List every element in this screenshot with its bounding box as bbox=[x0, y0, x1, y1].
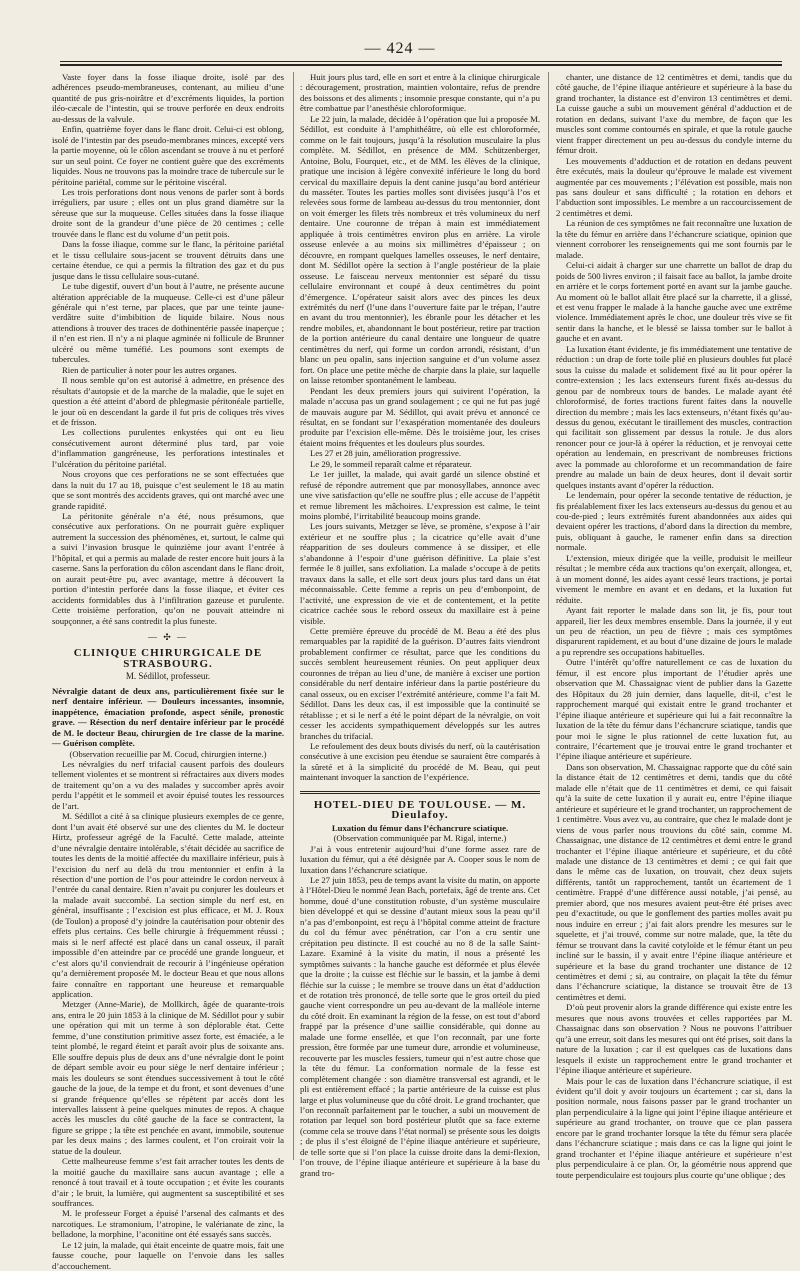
column-2-paragraphs-2 bbox=[300, 844, 540, 1179]
column-3 bbox=[556, 72, 792, 1180]
paragraph: Pendant les deux premiers jours qui suivirent l’opération, la malade n’accusa pas un grand soulagement ; ce qui ne fut pas jugé de mauvais augure par M. Sédillot, qui avait prévu et annoncé ce résultat, en se fondant sur l’exaspération momentanée des douleurs produite par l’excision elle-même. Dès le troisième jour, les crises étaient moins fréquentes et les douleurs plus sourdes. bbox=[300, 385, 540, 448]
paragraph: M. le professeur Forget a épuisé l’arsenal des calmants et des narcotiques. Le stramonium, l’atropine, le valérianate de zinc, la belladone, la morphine, l’aconitine ont été essayés sans succès. bbox=[52, 1208, 284, 1240]
section-title-toulouse: HOTEL-DIEU DE TOULOUSE. — M. Dieulafoy. bbox=[313, 798, 527, 822]
paragraph: Rien de particulier à noter pour les autres organes. bbox=[62, 364, 237, 375]
paragraph: Le 12 juin, la malade, qui était enceinte de quatre mois, fait une fausse couche, pour laquelle on l’envoie dans les salles d’accouchement. bbox=[52, 1239, 284, 1271]
paragraph: Le lendemain, pour opérer la seconde tentative de réduction, je fis préalablement fixer les lacs extenseurs au-dessus du genou et au cou-de-pied ; leurs extrémités furent abandonnées aux aides qui devaient opérer les tractions, d’abord dans la direction du membre, puis, obliquant à gauche, le ramener enfin dans sa direction normale. bbox=[556, 490, 792, 553]
paragraph: Les névralgies du nerf trifacial causent parfois des douleurs tellement violentes et se montrent si réfractaires aux divers modes de traitement qu’on a vu des malades y succomber après avoir perdu l’appétit et le sommeil et avoir épuisé toutes les ressources de l’art. bbox=[52, 759, 284, 811]
paragraph: Les jours suivants, Metzger se lève, se promène, s’expose à l’air extérieur et ne souffre plus ; la cicatrice qu’elle avait d’une réapparition de ses douleurs commence à se dissiper, et elle s’abandonne à l’espoir d’une guérison définitive. La plaie s’est fermée le 8 juillet, sans exfoliation. La malade s’occupe à de petits travaux dans la salle, et elle sort deux jours plus tard dans un état méconnaissable. Cette femme a repris un peu d’embonpoint, de l’activité, une expression de vie et de contentement, et la petite cicatrice cachée sous le rebord osseux du maxillaire est à peine visible. bbox=[300, 521, 540, 626]
paragraph: D’où peut provenir alors la grande différence qui existe entre les mesures que nous avons trouvées et celles rapportées par M. Chassaignac dans son observation ? Nous ne pouvons l’attribuer qu’à une erreur, soit dans les mesures qui ont été prises, soit dans la nature de la luxation ; car il est quelques cas de luxations dans lesquels il existe un rapprochement entre le grand trochanter et l’épine iliaque antérieure et supérieure. bbox=[556, 1002, 792, 1076]
section-author: M. Sédillot, professeur. bbox=[125, 671, 211, 682]
paragraph: Dans la fosse iliaque, comme sur le flanc, la péritoine pariétal et le tissu cellulaire sous-jacent se trouvent détruits dans une certaine étendue, ce qui a permis la filtration des gaz et du pus jusque dans le tissu cellulaire sous-cutané. bbox=[52, 239, 284, 281]
paragraph: Huit jours plus tard, elle en sort et entre à la clinique chirurgicale : découragement, prostration, maintien volontaire, refus de prendre des boissons et des aliments ; insomnie presque constante, qui n’a pu être combattue par l’anesthésie chloroformique. bbox=[300, 72, 540, 114]
paragraph: Le 29, le sommeil reparaît calme et réparateur. bbox=[310, 458, 472, 469]
paragraph: Dans son observation, M. Chassaignac rapporte que du côté sain la distance était de 12 centimètres et demi, tandis que du côté malade elle n’était que de 11 centimètres et demi, ce qui faisait qu’à la suite de cette luxation il y aurait eu, entre l’épine iliaque antérieure et supérieure et le grand trochanter, un rapprochement de 1 centimètre. Vous avez vu, au contraire, que chez le malade dont je viens de vous parler nous trouvions du côté sain, comme M. Chassaignac, une distance de 12 centimètres et demi entre le grand trochanter et l’épine iliaque antérieure et supérieure, et du côté malade une distance de 13 centimètres et demi ; ce qui fait que dans le même cas de luxation, on trouvait, chez deux sujets différents, tantôt un rapprochement, tantôt un écartement de 1 centimètre. Frappé d’une différence aussi notable, j’ai pensé, au premier abord, que nos mesures avaient peut-être été prises avec peu d’exactitude, ou que le gonflement des parties molles avait pu nous induire en erreur ; j’ai fait alors prendre les mesures sur le squelette, et j’ai trouvé, comme sur notre malade, que, la tête du fémur se trouvant dans la cavité cotyloïde et le fémur étant un peu incliné sur le bassin, il y avait entre l’épine iliaque antérieure et supérieure et la base du grand trochanter une distance de 12 centimètres et demi ; si, au contraire, on plaçait la tête du fémur dans l’échancrure sciatique, la distance se trouvait être de 13 centimètres et demi. bbox=[556, 761, 792, 1002]
section-ornament: — ✣ — bbox=[147, 632, 189, 643]
paragraph: Cette première épreuve du procédé de M. Beau a été des plus remarquables par la rapidité de la guérison. D’autres faits viendront probablement confirmer ce résultat, parce que les conditions du succès semblent heureusement réunies. On peut appliquer deux couronnes de trépan au lieu d’une, de manière à exciser une portion considérable du nerf dentaire inférieur dans la partie postérieure du canal osseux, ou en exciser l’extrémité antérieure, comme l’a fait M. Sédillot. Dans les deux cas, il est impossible que la continuité se rétablisse ; et si le nerf a été le point départ de la névralgie, on voit cesser les accidents sympathiquement développés sur les autres branches du trifacial. bbox=[300, 626, 540, 741]
paragraph: Enfin, quatrième foyer dans le flanc droit. Celui-ci est oblong, isolé de l’intestin par des pseudo-membranes minces, excepté vers la partie moyenne, où le côlon ascendant se trouve à nu et perforé sur un seul point. Ce foyer ne contient guère que des excréments liquides. Nous ne trouvons pas la moindre trace de tubercule sur le péritoine pariétal, comme sur le péritoine viscéral. bbox=[52, 124, 284, 187]
paragraph: Mais pour le cas de luxation dans l’échancrure sciatique, il est évident qu’il doit y avoir toujours un écartement ; car si, dans la position normale, nous faisons passer par le grand trochanter un plan perpendiculaire à la ligne qui joint l’épine iliaque antérieure et supérieure au grand trochanter, on trouve que ce plan passera encore par le grand trochanter lorsque la tête du fémur sera placée dans l’échancrure sciatique ; mais dans ce cas la ligne qui joint le grand trochanter et l’épine iliaque antérieure et supérieure n’est plus perpendiculaire à ce plan. Or, la géométrie nous apprend que toute perpendiculaire est toujours plus courte qu’une oblique ; des bbox=[556, 1075, 792, 1180]
paragraph: Le refoulement des deux bouts divisés du nerf, où la cautérisation consécutive à une excision peu étendue se sauraient être comparés à la sûreté et à la simplicité du procédé de M. Beau, qui peut maintenant invoquer la sanction de l’expérience. bbox=[300, 741, 540, 783]
column-2 bbox=[300, 72, 540, 1178]
paragraph: M. Sédillot a cité à sa clinique plusieurs exemples de ce genre, dont l’un avait été observé sur une des clientes du M. le docteur Hirtz, professeur agrégé de la Faculté. Cette malade, atteinte d’une névralgie dentaire intolérable, s’était décidée au sacrifice de toutes les dents de la moitié affectée du maxillaire inférieur, puis à l’excision du nerf au delà du trou mentonnier et enfin à la résection d’une portion de l’os pour atteindre le cordon nerveux à l’entrée du canal dentaire. Rien n’avait pu conjurer les douleurs et la malade avait succombé. La section simple du nerf est, en général, insuffisante ; l’excision est plus efficace, et M. J. Roux (de Toulon) a proposé d’y joindre la cautérisation pour obtenir des effets plus certains. Ces belle chirurgie à fréquemment réussi ; mais si le nerf affecté est placé dans un canal osseux, il paraît impossible d’en atteindre par ce procédé une grande longueur, et c’est alors qu’il conviendrait de recourir à l’ingénieuse opération qu’a dernièrement proposée M. le docteur Beau et que nous allons faire connaître en rapportant une heureuse et remarquable application. bbox=[52, 811, 284, 999]
column-divider bbox=[548, 72, 549, 1160]
column-1-paragraphs-2 bbox=[52, 759, 284, 1271]
paragraph: Le 27 juin 1853, peu de temps avant la visite du matin, on apporte à l’Hôtel-Dieu le nommé Jean Bach, portefaix, âgé de trente ans. Cet homme, doué d’une constitution robuste, d’un système musculaire bien développé et qui se dessine d’autant mieux sous la peau qu’il n’a pas d’embonpoint, est reçu à l’hôpital comme atteint de fracture du col du fémur avec pénétration, car l’on a cru sentir une crépitation peu distincte. Il est couché au no 8 de la salle Saint-Lazare. Examiné à la visite du matin, il nous a présenté les symptômes suivants : la hanche gauche est déformée et plus élevée que la droite ; la cuisse est fléchie sur le bassin, et la jambe à demi fléchie sur la cuisse ; le membre se trouve dans un état d’adduction et de rotation très prononcé, de telle sorte que le gros orteil du pied gauche vient correspondre un peu au-devant de la malléole interne du côté droit. En examinant la région de la fesse, on est tout d’abord frappé par la présence d’une saillie considérable, qui donne au malade une forme ensellée, et que l’on reconnaît, par une forte pression, être formée par une tumeur dure, arrondie et volumineuse, recouverte par les muscles fessiers, tumeur qui n’est autre chose que la tête du fémur. La conformation normale de la fesse est complètement changée : son diamètre transversal est agrandi, et le pli est entièrement effacé ; la partie antérieure de la cuisse est plus large et plus volumineuse que du côté droit. Le grand trochanter, que l’on reconnaît parfaitement par le toucher, a subi un mouvement de rotation par lequel son bord postérieur plutôt que sa face externe (comme cela se trouve dans l’état normal) se présente sous les doigts ; de plus il s’est éloigné de l’épine iliaque antérieure et supérieure, de telle sorte que si l’on place la cuisse droite dans la demi-flexion, l’on trouve, de l’épine iliaque antérieure et supérieure à la base du grand tro- bbox=[300, 874, 540, 1178]
article-lead: Luxation du fémur dans l’échancrure sciatique. bbox=[331, 822, 509, 833]
paragraph: Ayant fait reporter le malade dans son lit, je fis, pour tout appareil, lier les deux membres ensemble. Dans la journée, il y eut un peu de réaction, un peu de fièvre ; mais ces symptômes disparurent rapidement, et au bout d’une dizaine de jours le malade a pu reprendre ses occupations habituelles. bbox=[556, 605, 792, 657]
section-title-strasbourg: CLINIQUE CHIRURGICALE DE STRASBOURG. bbox=[73, 647, 263, 670]
paragraph: La péritonite générale n’a été, nous présumons, que consécutive aux perforations. On ne pourrait guère expliquer autrement la succession des phénomènes, et, surtout, le calme qui a suivi l’invasion brusque le quinzième jour avant l’entrée à l’hôpital, et qui a permis au malade de rester encore huit jours à la caserne. Sans la perforation du côlon ascendant dans le flanc droit, on aurait peut-être pu, avec avantage, mettre à découvert la portion d’intestin perforée dans la fosse iliaque, et éviter ces accidents formidables dus à l’infiltration gazeuse et purulente. Cette troisième perforation, qu’on ne pouvait atteindre ni soupçonner, a été sans contredit la plus funeste. bbox=[52, 511, 284, 626]
paragraph: Metzger (Anne-Marie), de Mollkirch, âgée de quarante-trois ans, entra le 20 juin 1853 à la clinique de M. Sédillot pour y subir une opération qui mit un terme à son déplorable état. Cette femme, d’une constitution primitive assez forte, est émaciée, a le teint plombé, le regard éteint et paraît avoir plus de soixante ans. Elle souffre depuis plus de deux ans d’une névralgie dont le point de départ semble avoir eu pour siège le nerf dentaire inférieur ; mais les douleurs se sont étendues successivement à tout le côté gauche de la joue, de la tempe et du front, et sont devenues d’une si grande fréquence qu’elles se répètent par accès dont les intervalles laissent à peine quelques minutes de repos. A chaque accès les muscles du côté gauche de la face se contractent, la figure se grippe ; la tête est penchée en avant, immobile, soutenue par les deux mains ; des larmes coulent, et l’on croirait voir la statue de la douleur. bbox=[52, 999, 284, 1156]
paragraph: Celui-ci aidait à charger sur une charrette un ballot de drap du poids de 500 livres environ ; il faisait face au ballot, la jambe droite en arrière et le corps fortement porté en avant sur la jambe gauche. Au moment où le ballot allait être placé sur la charrette, il a glissé, et est venu frapper le malade à la hanche gauche avec une extrême violence. Immédiatement après le choc, une douleur très vive se fit sentir dans la hanche, et le blessé se laissa tomber sur le ballot à gauche et en avant. bbox=[556, 260, 792, 344]
header-rule bbox=[60, 61, 782, 62]
paragraph: Cette malheureuse femme s’est fait arracher toutes les dents de la moitié gauche du maxillaire sans aucun avantage ; elle a renoncé à tout travail et à toute occupation ; et évite les courants d’air ; le bruit, la lumière, qui augmentent sa susceptibilité et ses souffrances. bbox=[52, 1156, 284, 1209]
column-2-paragraphs bbox=[300, 72, 540, 783]
paragraph: Le tube digestif, ouvert d’un bout à l’autre, ne présente aucune altération appréciable de la muqueuse. Celle-ci est d’une pâleur générale qui n’est terne, par places, que par une teinte jaune-verdâtre suite d’imbibition de liquide bilaire. Nous nous attendions à trouver des traces de dothinentérie passée inaperçue ; il n’en est rien. Il n’y a ni plaque agminée ni follicule de Brunner ulcéré ou même tuméfié. Les poumons sont exempts de tubercules. bbox=[52, 281, 284, 365]
paragraph: chanter, une distance de 12 centimètres et demi, tandis que du côté gauche, de l’épine iliaque antérieure et supérieure à la base du grand trochanter, la distance est d’environ 13 centimètres et demi. La cuisse gauche a subi un mouvement général d’adduction et de rotation en dedans, suivant l’axe du membre, de façon que les muscles sont comme contournés en spirale, et que la rotule gauche vient frapper directement un peu au-dessus du condyle interne du fémur droit. bbox=[556, 72, 792, 156]
column-3-paragraphs bbox=[556, 72, 792, 1180]
paragraph: Il nous semble qu’on est autorisé à admettre, en présence des résultats d’autopsie et de la marche de la maladie, que le sujet en question a été atteint d’abord de phlegmasie péritonéale partielle, le jour où en descendant la garde il fut pris de coliques très vives et de frisson. bbox=[52, 375, 284, 427]
paragraph: Le 22 juin, la malade, décidée à l’opération que lui a proposée M. Sédillot, est conduite à l’amphithéâtre, où elle est chloroformée, comme on le fait toujours, jusqu’à la résolution musculaire la plus complète. M. Sédillot, en présence de MM. Schützenberger, Antoine, Bolu, Fourquet, etc., et de MM. les élèves de la clinique, pratique une incision à légère convexité inférieure le long du bord cervical du maxillaire depuis la dent canine jusqu’au bord antérieur du masséter. Toutes les parties molles sont divisées jusqu’à l’os et relevées sous forme de lambeau au-dessus du trou mentonnier, dont on voit émerger les filets très nombreux et très volumineux du nerf dentaire. Une couronne de trépan à main est immédiatement appliquée à trois centimètres environ plus en arrière. La virole osseuse enlevée a au moins six millimètres d’épaisseur ; on découvre, en rompant quelques lamelles osseuses, le nerf dentaire, dont M. Sédillot opère la section à l’angle postérieur de la plaie osseuse. Le faisceau nerveux mentonnier est séparé du tissu cellulaire environnant et coupé à deux centimètres du point d’émergence. L’opérateur saisit alors avec des pinces les deux extrémités du nerf (l’une dans l’ouverture faite par le trépan, l’autre en avant du trou mentonnier), les ébranle pour les détacher et les rendre mobiles, et, abandonnant le bout postérieur, retire par traction de la portion antérieure du canal dentaire une longueur de quatre centimètres du nerf, qui forme un cordon arrondi, résistant, d’un blanc un peu opalin, sans injection sanguine et d’un volume assez fort. On place une petite mèche de charpie dans la plaie, sur laquelle on laisse retomber spontanément le lambeau. bbox=[300, 113, 540, 386]
paragraph: Vaste foyer dans la fosse iliaque droite, isolé par des adhérences pseudo-membraneuses, contenant, au milieu d’une quantité de pus gris-noirâtre et d’excréments liquides, la portion iléo-cæcale de l’intestin, qui se trouve perforée en deux endroits au-dessus de la valvule. bbox=[52, 72, 284, 124]
paragraph: Les trois perforations dont nous venons de parler sont à bords irréguliers, par usure ; elles ont un plus grand diamètre sur la séreuse que sur la muqueuse. Celles situées dans la fosse iliaque droite sont de la grandeur d’une pièce de 20 centimes ; celle trouvée dans le flanc est du volume d’un petit pois. bbox=[52, 186, 284, 239]
column-1 bbox=[52, 72, 284, 1271]
observation-note: (Observation communiquée par M. Rigal, interne.) bbox=[333, 833, 507, 844]
paragraph: Outre l’intérêt qu’offre naturellement ce cas de luxation du fémur, il est encore plus important de l’étudier après une observation que M. Chassaignac vient de publier dans la Gazette des Hôpitaux du 28 juin dernier, dans laquelle, dit-il, c’est le rapprochement marqué qui existait entre le grand trochanter et l’épine iliaque antérieure et supérieure qui lui a fait reconnaître la luxation de la tête du fémur dans l’échancrure sciatique, tandis que pour moi le signe le plus rationnel de cette luxation fut, au contraire, l’écartement que je trouvai entre le grand trochanter et l’épine iliaque antérieure et supérieure. bbox=[556, 657, 792, 762]
column-1-paragraphs bbox=[52, 72, 284, 626]
article-lead: Névralgie datant de deux ans, particulièrement fixée sur le nerf dentaire inférieur. — Douleurs incessantes, insomnie, inappétence, émaciation profonde, aspect sénile, pronostic grave. — Résection du nerf dentaire inférieur par le procédé de M. le docteur Beau, chirurgien de 1re classe de la marine. — Guérison complète. bbox=[52, 685, 284, 749]
paragraph: La luxation étant évidente, je fis immédiatement une tentative de réduction : un drap de forte toile plié en plusieurs doubles fut placé sous la cuisse du malade et solidement fixé au lit pour opérer la contre-extension ; les lacs extenseurs furent fixés au-dessus du genou par de nombreux tours de bandes. Le malade ayant été chloroformisé, de fortes tractions furent faites dans la nouvelle direction du membre ; mais les lacs extenseurs, n’étant fixés qu’au-dessus du genou, exécutant le tiraillement des muscles, contraction qui facilitait son glissement par dessus la rotule. Je dus alors renoncer pour ce jour-là à opérer la réduction, et je renvoyai cette opération au lendemain, en prescrivant de nombreuses frictions avec la pommade au chloroforme et un recommandation de faire prendre au malade un bain de deux heures, dont il devait sortir quelques instants avant d’opérer la réduction. bbox=[556, 343, 792, 490]
observation-note: (Observation recueillie par M. Cocud, chirurgien interne.) bbox=[69, 748, 267, 759]
paragraph: Le 1er juillet, la malade, qui avait gardé un silence obstiné et refusé de répondre autrement que par monosyllabes, annonce avec une vive satisfaction qu’elle ne souffre plus ; elle accuse de l’appétit et remue librement les mâchoires. L’expression est calme, le teint moins plombé, l’irritabilité beaucoup moins grande. bbox=[300, 469, 540, 522]
paragraph: J’ai à vous entretenir aujourd’hui d’une forme assez rare de luxation du fémur, qui a été désignée par A. Cooper sous le nom de luxation dans l’échancrure sciatique. bbox=[300, 843, 540, 875]
page-number: — 424 — bbox=[364, 40, 436, 57]
paragraph: Les collections purulentes enkystées qui ont eu lieu consécutivement auront déterminé plus tard, par voie d’inflammation gangréneuse, les perforations intestinales et l’ulcération du péritoine pariétal. bbox=[52, 427, 284, 469]
paragraph: L’extension, mieux dirigée que la veille, produisit le meilleur résultat ; le membre céda aux tractions qu’on exerçait, allongea, et, à un moment donné, les aides ayant cessé leurs tractions, je portai vivement le membre en avant et en dedans, et la luxation fut réduite. bbox=[556, 552, 792, 605]
paragraph: Les mouvements d’adduction et de rotation en dedans peuvent être exécutés, mais la douleur qu’éprouve le malade est vivement augmentée par ces mouvements ; l’élévation est possible, mais non pas sans douleur et sans difficulté ; la rotation en dehors et l’abduction sont impossibles. Le membre a un raccourcissement de 2 centimètres et demi. bbox=[556, 155, 792, 218]
page-header bbox=[0, 38, 800, 58]
paragraph: Les 27 et 28 juin, amélioration progressive. bbox=[310, 448, 462, 459]
paragraph: Nous croyons que ces perforations ne se sont effectuées que dans la nuit du 17 au 18, puisque c’est seulement le 18 au matin que se sont montrés des accidents graves, qui ont marché avec une grande rapidité. bbox=[52, 469, 284, 511]
header-rule-thick bbox=[60, 64, 782, 66]
column-divider bbox=[293, 72, 294, 1160]
section-rule bbox=[300, 791, 540, 794]
paragraph: La réunion de ces symptômes ne fait reconnaître une luxation de la tête du fémur en arrière dans l’échancrure sciatique, opinion que viennent corroborer les renseignements qui me sont fournis par le malade. bbox=[556, 218, 792, 260]
